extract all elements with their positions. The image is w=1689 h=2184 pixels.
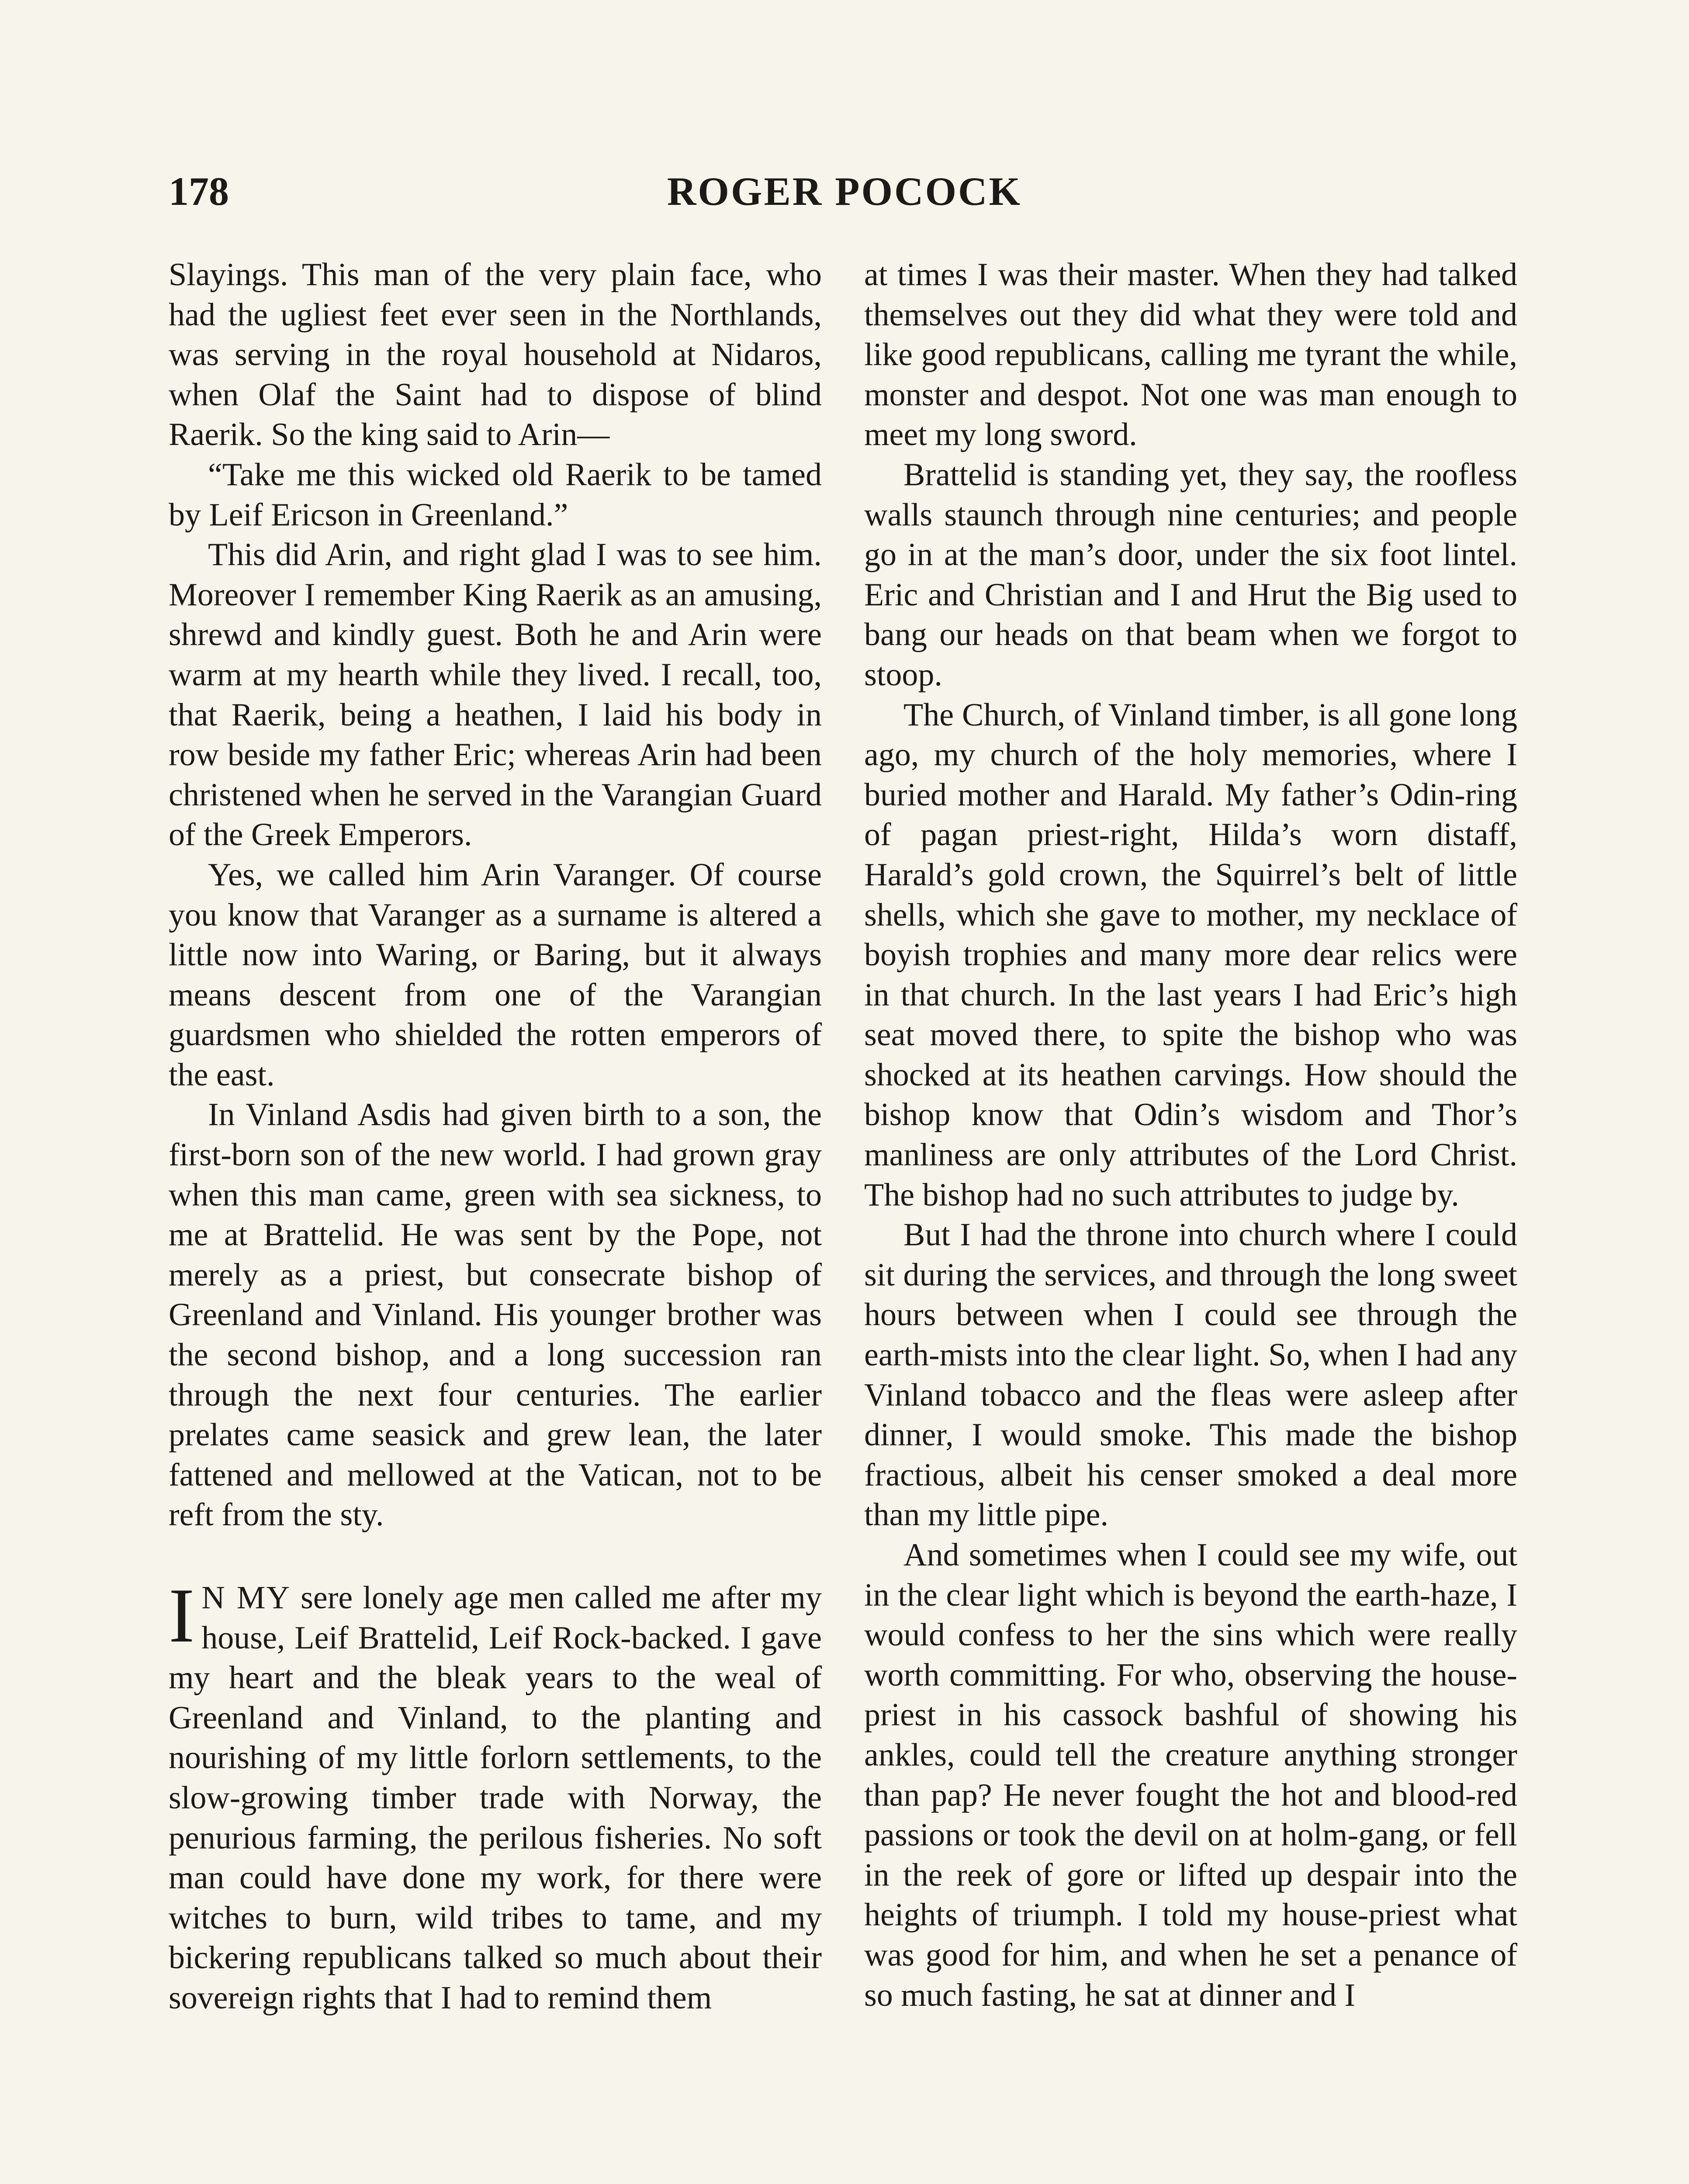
paragraph: at times I was their master. When they had talked themselves out they did what they were told and like good republicans, calling me tyrant the while, monster and despot. Not one was man enough to meet my long sword. <box>864 257 1517 453</box>
left-column <box>169 255 822 2018</box>
paragraph: This did Arin, and right glad I was to see him. Moreover I remember King Raerik as an amusing, shrewd and kindly guest. Both he and Arin were warm at my hearth while they lived. I recall, too, that Raerik, being a heathen, I laid his body in row beside my father Eric; whereas Arin had been christened when he served in the Varangian Guard of the Greek Emperors. <box>169 537 822 853</box>
paragraph: But I had the throne into church where I could sit during the services, and through the long sweet hours between when I could see through the earth-mists into the clear light. So, when I had any Vinland tobacco and the fleas were asleep after dinner, I would smoke. This made the bishop fractious, albeit his censer smoked a deal more than my little pipe. <box>864 1217 1517 1533</box>
section-opening-paragraph <box>169 1572 822 2018</box>
paragraph: And sometimes when I could see my wife, out in the clear light which is beyond the earth-haze, I would confess to her the sins which were really worth committing. For who, observing the house-priest in his cassock bashful of showing his ankles, could tell the creature anything stronger than pap? He never fought the hot and blood-red passions or took the devil on at holm-gang, or fell in the reek of gore or lifted up despair into the heights of triumph. I told my house-priest what was good for him, and when he set a penance of so much fasting, he sat at dinner and I <box>864 1537 1517 2013</box>
paragraph-text: sere lonely age men called me after my house, Leif Brattelid, Leif Rock-backed. I gave my heart and the bleak years to the weal of Greenland and Vinland, to the planting and nourishing of my little forlorn settlements, to the slow-growing timber trade with Norway, the penurious farming, the perilous fisheries. No soft man could have done my work, for there were witches to burn, wild tribes to tame, and my bickering republicans talked so much about their sovereign rights that I had to remind them <box>169 1580 822 2016</box>
paragraph: The Church, of Vinland timber, is all gone long ago, my church of the holy memories, where I buried mother and Harald. My father’s Odin-ring of pagan priest-right, Hilda’s worn distaff, Harald’s gold crown, the Squirrel’s belt of little shells, which she gave to mother, my necklace of boyish trophies and many more dear relics were in that church. In the last years I had Eric’s high seat moved there, to spite the bishop who was shocked at its heathen carvings. How should the bishop know that Odin’s wisdom and Thor’s manliness are only attributes of the Lord Christ. The bishop had no such attributes to judge by. <box>864 697 1517 1213</box>
drop-cap: I <box>169 1572 195 1659</box>
running-head: ROGER POCOCK <box>667 169 1022 214</box>
page-header <box>0 165 1689 218</box>
paragraph: Yes, we called him Arin Varanger. Of course you know that Varanger as a surname is altered a little now into Waring, or Baring, but it always means descent from one of the Varangian guardsmen who shielded the rotten emperors of the east. <box>169 857 822 1093</box>
paragraph: Brattelid is standing yet, they say, the roofless walls staunch through nine centuries; and people go in at the man’s door, under the six foot lintel. Eric and Christian and I and Hrut the Big used to bang our heads on that beam when we forgot to stoop. <box>864 456 1517 693</box>
section-opening-words: N MY <box>201 1580 291 1616</box>
paragraph: In Vinland Asdis had given birth to a son, the first-born son of the new world. I had grown gray when this man came, green with sea sickness, to me at Brattelid. He was sent by the Pope, not merely as a priest, but consecrate bishop of Greenland and Vinland. His younger brother was the second bishop, and a long succession ran through the next four centuries. The earlier prelates came seasick and grew lean, the later fattened and mellowed at the Vatican, not to be reft from the sty. <box>169 1097 822 1533</box>
section-break <box>169 1535 822 1578</box>
paragraph: “Take me this wicked old Raerik to be tamed by Leif Ericson in Greenland.” <box>169 456 822 533</box>
paragraph: Slayings. This man of the very plain face, who had the ugliest feet ever seen in the Northlands, was serving in the royal household at Nidaros, when Olaf the Saint had to dispose of blind Raerik. So the king said to Arin— <box>169 257 822 453</box>
page-number: 178 <box>169 169 229 214</box>
right-column <box>864 255 1517 2015</box>
